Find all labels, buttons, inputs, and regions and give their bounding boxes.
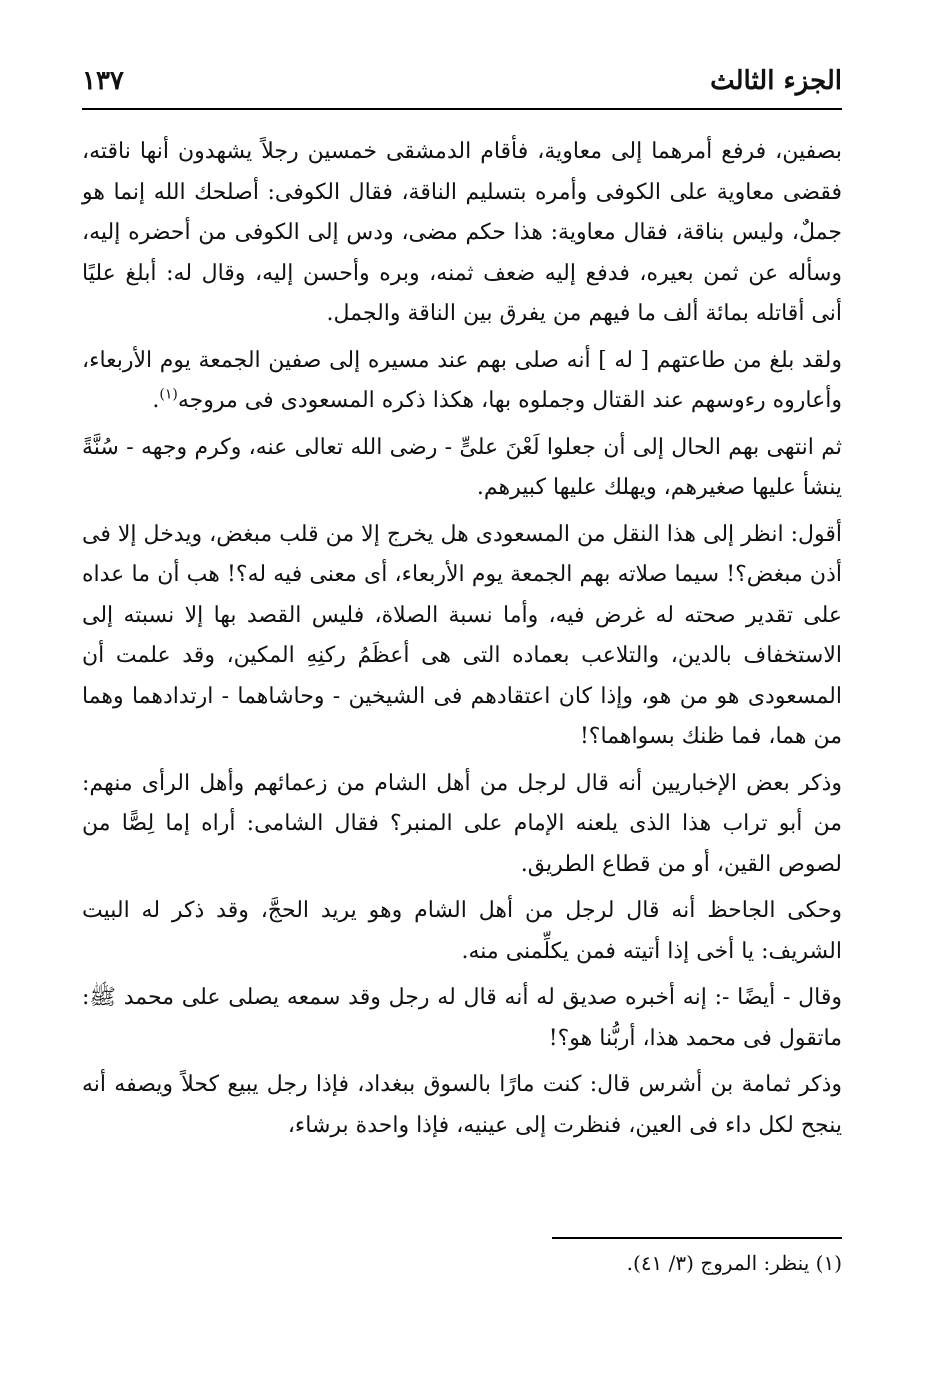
page-header xyxy=(82,62,842,110)
footnote-divider xyxy=(552,1237,842,1239)
paragraph-3: ثم انتهى بهم الحال إلى أن جعلوا لَعْنَ علىٍّ - رضى الله تعالى عنه، وكرم وجهه - سُنَّةً ينشأ عليها صغيرهم، ويهلك عليها كبيرهم. xyxy=(82,434,842,500)
paragraph-7: وقال - أيضًا -: إنه أخبره صديق له أنه قال له رجل وقد سمعه يصلى على محمد ﷺ: ماتقول فى محمد هذا، أربُّنا هو؟! xyxy=(82,985,842,1051)
paragraph-1: بصفين، فرفع أمرهما إلى معاوية، فأقام الدمشقى خمسين رجلاً يشهدون أنها ناقته، فقضى معاوية على الكوفى وأمره بتسليم الناقة، فقال الكوفى: أصلحك الله إنما هو جملٌ، وليس بناقة، فقال معاوية: هذا حكم مضى، ودس إلى الكوفى من أحضره إليه، وسأله عن ثمن بعيره، فدفع إليه ضعف ثمنه، وبره وأحسن إليه، وقال له: أبلغ عليًا أنى أقاتله بمائة ألف ما فيهم من يفرق بين الناقة والجمل. xyxy=(82,139,842,326)
page-number: ١٣٧ xyxy=(82,66,124,96)
paragraph-4: أقول: انظر إلى هذا النقل من المسعودى هل يخرج إلا من قلب مبغض، ويدخل إلا فى أذن مبغض؟! سيما صلاته بهم الجمعة يوم الأربعاء، أى معنى فيه له؟! هب أن ما عداه على تقدير صحته له غرض فيه، وأما نسبة الصلاة، فليس القصد بها إلا نسبته إلى الاستخفاف بالدين، والتلاعب بعماده التى هى أعظَمُ ركنِهِ المكين، وقد علمت أن المسعودى هو من هو، وإذا كان اعتقادهم فى الشيخين - وحاشاهما - ارتدادهما وهما من هما، فما ظنك بسواهما؟! xyxy=(82,521,842,749)
paragraph-8: وذكر ثمامة بن أشرس قال: كنت مارًا بالسوق ببغداد، فإذا رجل يبيع كحلاً ويصفه أنه ينجح لكل داء فى العين، فنظرت إلى عينيه، فإذا واحدة برشاء، xyxy=(82,1072,842,1138)
footnote-marker: (١) xyxy=(159,386,178,403)
book-page xyxy=(82,62,842,1302)
paragraph-5: وذكر بعض الإخباريين أنه قال لرجل من أهل الشام من زعمائهم وأهل الرأى منهم: من أبو تراب هذا الذى يلعنه الإمام على المنبر؟ فقال الشامى: أراه إما لِصًّا من لصوص القين، أو من قطاع الطريق. xyxy=(82,770,842,877)
paragraph-2-text: ولقد بلغ من طاعتهم [ له ] أنه صلى بهم عند مسيره إلى صفين الجمعة يوم الأربعاء، وأعاروه رءوسهم عند القتال وجملوه بها، هكذا ذكره المسعودى فى مروجه xyxy=(82,347,842,413)
footnote: (١) ينظر: المروج (٣/ ٤١). xyxy=(626,1251,842,1275)
running-title: الجزء الثالث xyxy=(710,66,842,96)
paragraph-6: وحكى الجاحظ أنه قال لرجل من أهل الشام وهو يريد الحجَّ، وقد ذكر له البيت الشريف: يا أخى إذا أتيته فمن يكلِّمنى منه. xyxy=(82,898,842,964)
paragraph-2-end: . xyxy=(152,388,160,413)
body-text xyxy=(82,132,842,1146)
paragraph-2 xyxy=(82,341,842,422)
